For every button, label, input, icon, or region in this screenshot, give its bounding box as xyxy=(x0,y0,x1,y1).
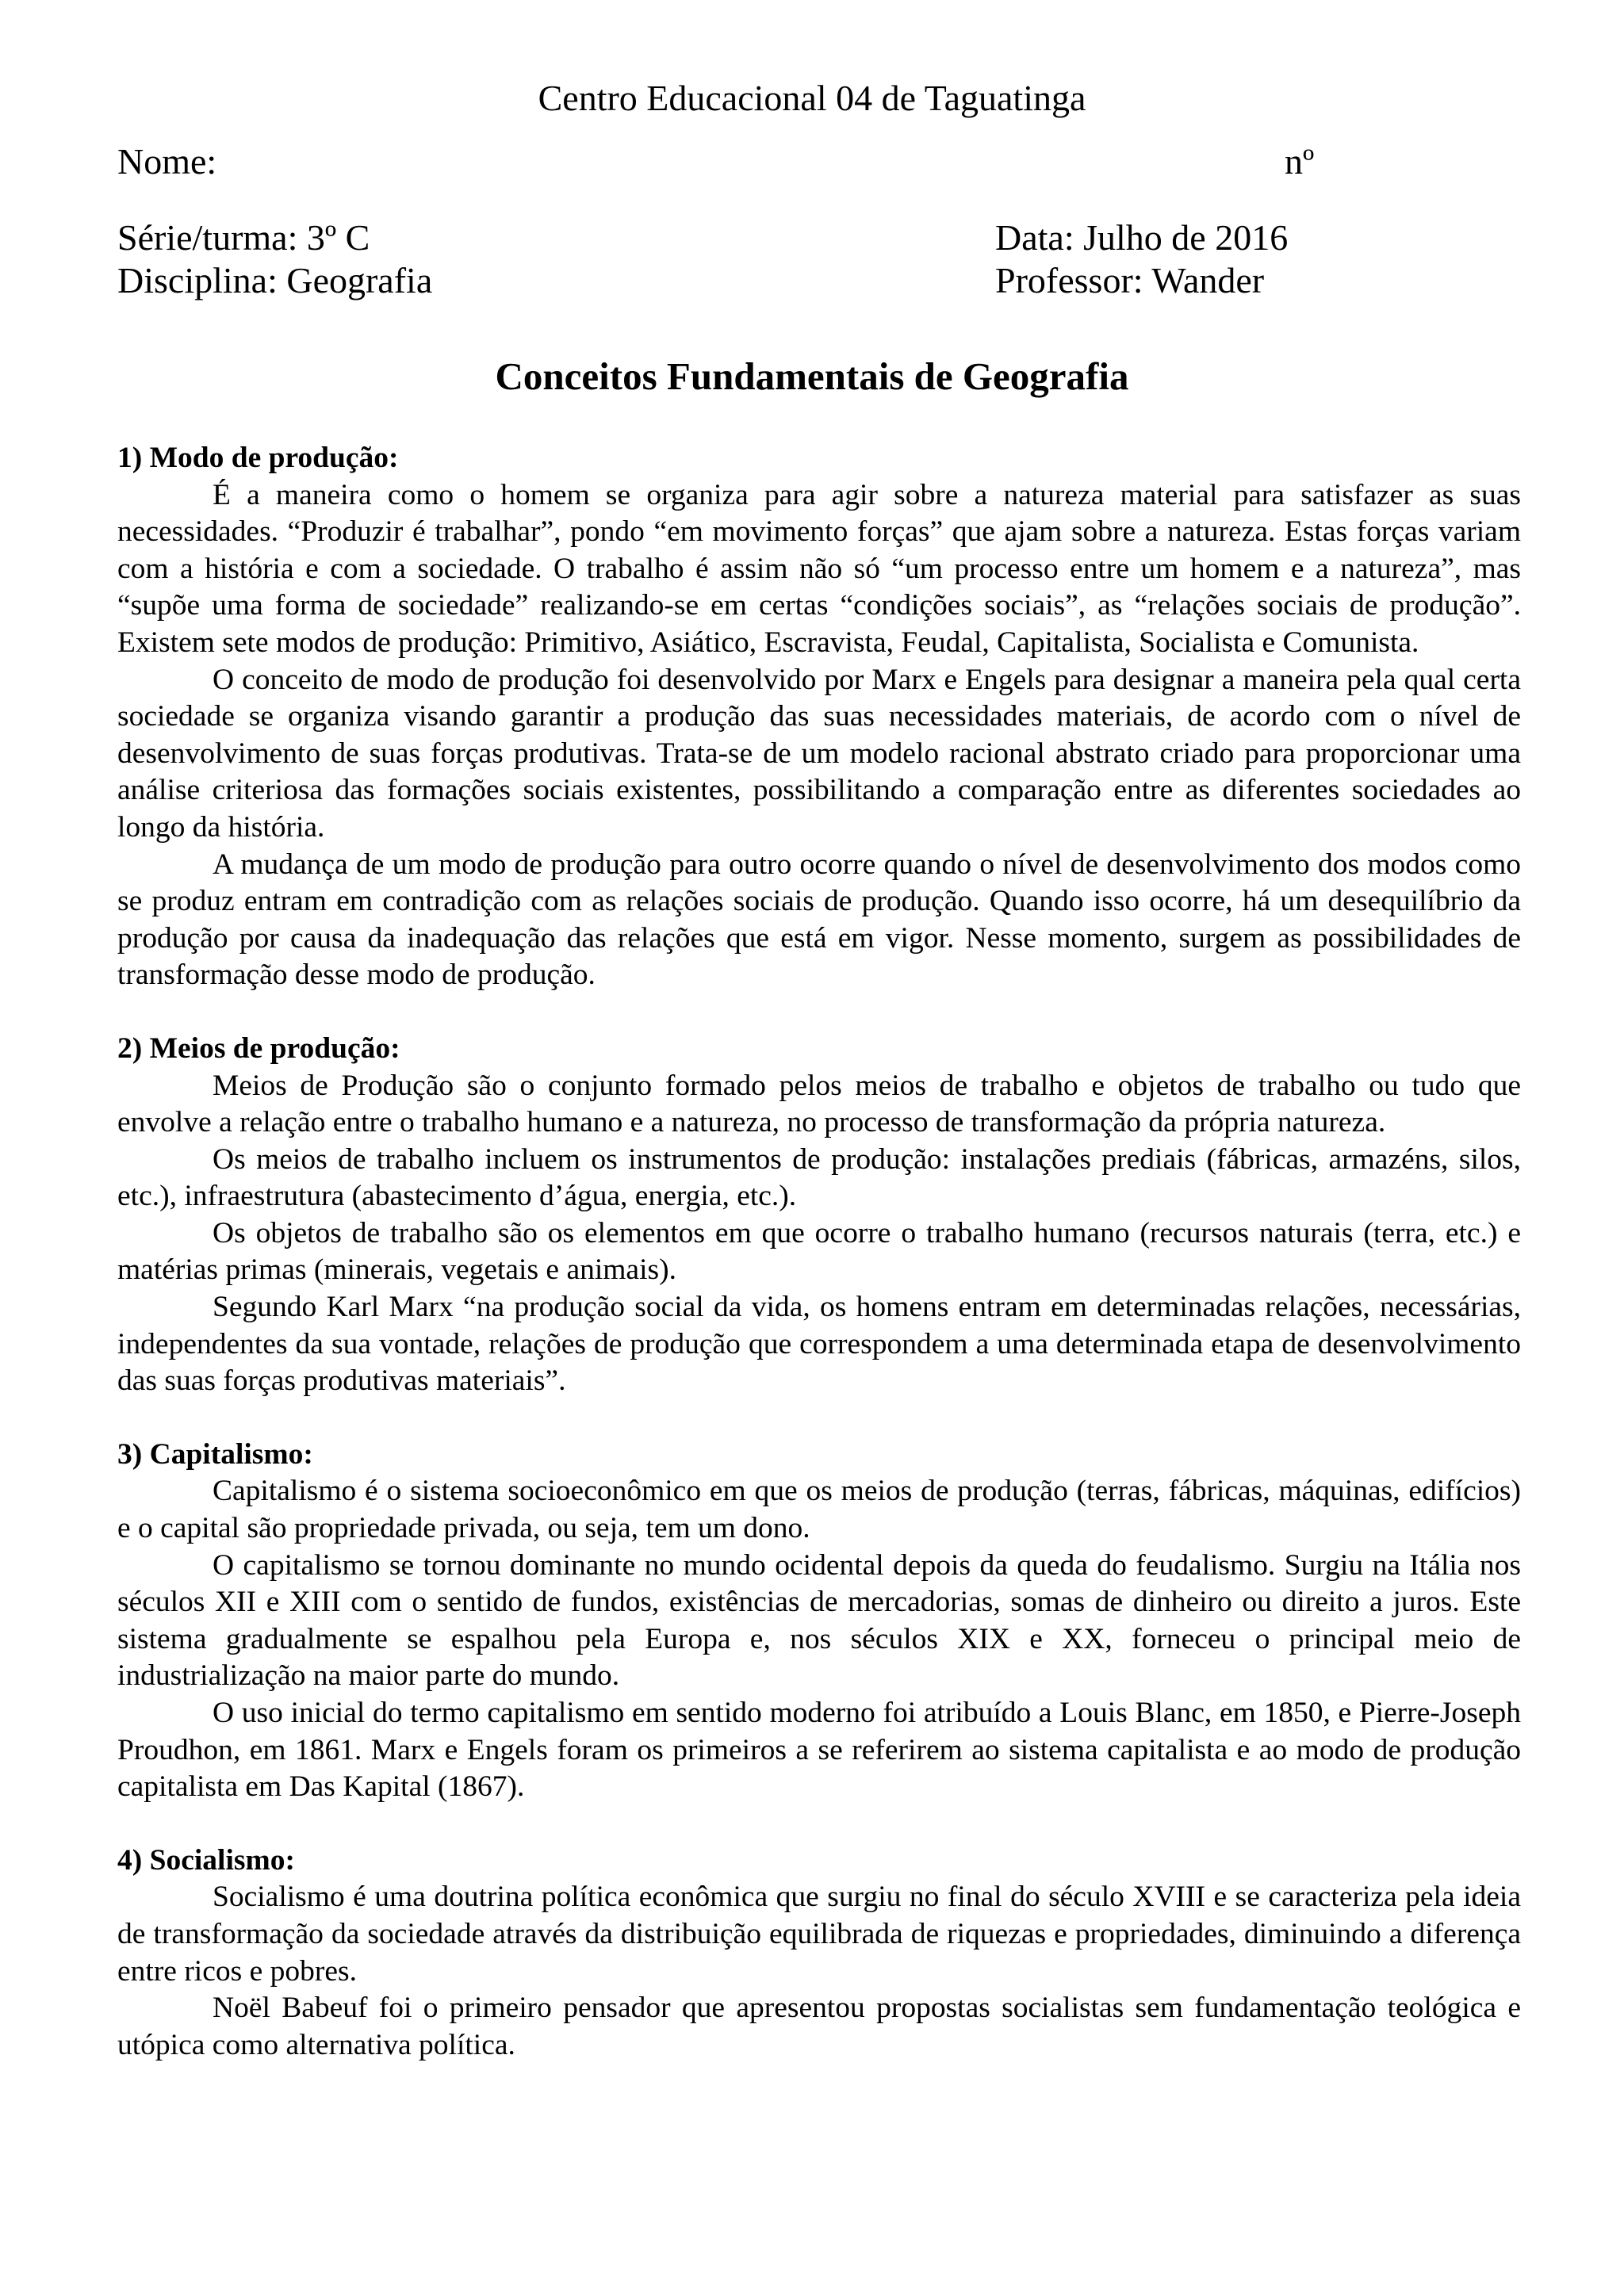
document-body xyxy=(117,440,1521,2100)
paragraph: O conceito de modo de produção foi desenvolvido por Marx e Engels para designar a maneira pela qual certa sociedade se organiza visando garantir a produção das suas necessidades materiais, de acordo com o nível de desenvolvimento de suas forças produtivas. Trata-se de um modelo racional abstrato criado para proporcionar uma análise criteriosa das formações sociais existentes, possibilitando a comparação entre as diferentes sociedades ao longo da história. xyxy=(117,663,1521,844)
section-modo-de-producao xyxy=(117,440,1521,994)
paragraph: Noël Babeuf foi o primeiro pensador que apresentou propostas socialistas sem fundamentação teológica e utópica como alternativa política. xyxy=(117,1992,1521,2061)
section-heading: 4) Socialismo: xyxy=(117,1843,295,1877)
paragraph: A mudança de um modo de produção para outro ocorre quando o nível de desenvolvimento dos modos como se produz entram em contradição com as relações sociais de produção. Quando isso ocorre, há um desequilíbrio da produção por causa da inadequação das relações que está em vigor. Nesse momento, surgem as possibilidades de transformação desse modo de produção. xyxy=(117,848,1521,992)
paragraph: Os meios de trabalho incluem os instrumentos de produção: instalações prediais (fábricas, armazéns, silos, etc.), infraestrutura (abastecimento d’água, energia, etc.). xyxy=(117,1142,1521,1213)
section-heading: 3) Capitalismo: xyxy=(117,1437,313,1471)
section-heading: 1) Modo de produção: xyxy=(117,442,399,474)
document-title: Conceitos Fundamentais de Geografia xyxy=(495,354,1129,398)
professor-field: Professor: Wander xyxy=(995,260,1265,300)
paragraph: O uso inicial do termo capitalismo em sentido moderno foi atribuído a Louis Blanc, em 1850, e Pierre-Joseph Proudhon, em 1861. Marx e Engels foram os primeiros a se referirem ao sistema capitalista e ao modo de produção capitalista em Das Kapital (1867). xyxy=(117,1697,1521,1804)
section-socialismo xyxy=(117,1843,1521,2064)
paragraph: É a maneira como o homem se organiza para agir sobre a natureza material para satisfazer as suas necessidades. “Produzir é trabalhar”, pondo “em movimento forças” que ajam sobre a natureza. Estas forças variam com a história e com a sociedade. O trabalho é assim não só “um processo entre um homem e a natureza”, mas “supõe uma forma de sociedade” realizando-se em certas “condições sociais”, as “relações sociais de produção”. Existem sete modos de produção: Primitivo, Asiático, Escravista, Feudal, Capitalista, Socialista e Comunista. xyxy=(117,478,1521,659)
paragraph: Segundo Karl Marx “na produção social da vida, os homens entram em determinadas relações, necessárias, independentes da sua vontade, relações de produção que correspondem a uma determinada etapa de desenvolvimento das suas forças produtivas materiais”. xyxy=(117,1291,1521,1398)
paragraph: Socialismo é uma doutrina política econômica que surgiu no final do século XVIII e se caracteriza pela ideia de transformação da sociedade através da distribuição equilibrada de riquezas e propriedades, diminuindo a diferença entre ricos e pobres. xyxy=(117,1881,1521,1988)
paragraph: Os objetos de trabalho são os elementos em que ocorre o trabalho humano (recursos naturais (terra, etc.) e matérias primas (minerais, vegetais e animais). xyxy=(117,1216,1521,1287)
paragraph: O capitalismo se tornou dominante no mundo ocidental depois da queda do feudalismo. Surgiu na Itália nos séculos XII e XIII com o sentido de fundos, existências de mercadorias, somas de dinheiro ou direito a juros. Este sistema gradualmente se espalhou pela Europa e, nos séculos XIX e XX, forneceu o principal meio de industrialização na maior parte do mundo. xyxy=(117,1548,1521,1693)
date-field: Data: Julho de 2016 xyxy=(995,217,1289,258)
section-heading: 2) Meios de produção: xyxy=(117,1031,400,1065)
number-label: nº xyxy=(1285,141,1315,182)
section-capitalismo xyxy=(117,1437,1521,1806)
paragraph: Capitalismo é o sistema socioeconômico em que os meios de produção (terras, fábricas, máquinas, edifícios) e o capital são propriedade privada, ou seja, tem um dono. xyxy=(117,1475,1521,1545)
discipline-field: Disciplina: Geografia xyxy=(117,260,433,300)
series-class: Série/turma: 3º C xyxy=(117,217,370,258)
school-name: Centro Educacional 04 de Taguatinga xyxy=(538,78,1086,118)
name-label: Nome: xyxy=(117,141,217,182)
section-meios-de-producao xyxy=(117,1031,1521,1400)
paragraph: Meios de Produção são o conjunto formado pelos meios de trabalho e objetos de trabalho ou tudo que envolve a relação entre o trabalho humano e a natureza, no processo de transformação da própria natureza. xyxy=(117,1069,1521,1139)
